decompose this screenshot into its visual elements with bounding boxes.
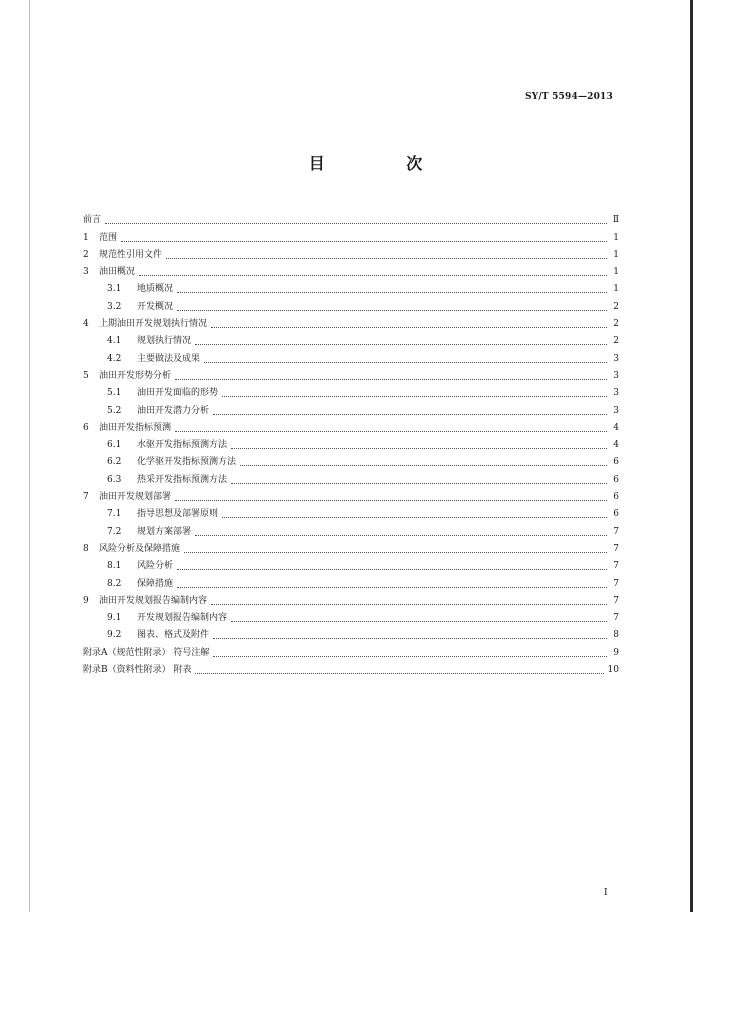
toc-entry-label: 指导思想及部署原则 bbox=[137, 509, 219, 520]
toc-entry[interactable] bbox=[83, 312, 619, 329]
toc-entry-label: 保障措施 bbox=[137, 578, 174, 589]
toc-entry-number: 8 bbox=[83, 543, 89, 554]
toc-entry-label: 图表、格式及附件 bbox=[137, 630, 210, 641]
toc-entry-number: 6.2 bbox=[107, 457, 122, 468]
toc-entry[interactable] bbox=[83, 658, 619, 675]
toc-entry-number: 8.2 bbox=[107, 578, 122, 589]
toc-entry-label: 范围 bbox=[99, 232, 118, 243]
toc-leader-dots bbox=[222, 511, 607, 518]
toc-entry[interactable] bbox=[83, 208, 619, 225]
toc-leader-dots bbox=[166, 252, 607, 259]
toc-leader-dots bbox=[177, 563, 607, 570]
toc-entry[interactable] bbox=[83, 502, 619, 519]
toc-entry-label: 开发概况 bbox=[137, 301, 174, 312]
toc-entry-page: 10 bbox=[607, 665, 619, 676]
toc-entry-label: 风险分析 bbox=[137, 561, 174, 572]
toc-entry-page: 7 bbox=[613, 595, 619, 606]
toc-entry[interactable] bbox=[83, 346, 619, 363]
toc-entry-page: 2 bbox=[613, 301, 619, 312]
toc-entry-page: 2 bbox=[613, 319, 619, 330]
toc-entry-page: 6 bbox=[613, 457, 619, 468]
toc-entry-page: 3 bbox=[613, 388, 619, 399]
toc-entry-label: 附录B（资料性附录） 附表 bbox=[83, 665, 192, 676]
toc-leader-dots bbox=[175, 425, 607, 432]
toc-leader-dots bbox=[177, 581, 607, 588]
toc-entry-label: 前言 bbox=[83, 215, 102, 226]
toc-entry[interactable] bbox=[83, 329, 619, 346]
toc-entry-number: 3 bbox=[83, 267, 89, 278]
toc-entry[interactable] bbox=[83, 623, 619, 640]
toc-entry-page: 2 bbox=[613, 336, 619, 347]
toc-entry-number: 3.1 bbox=[107, 284, 122, 295]
toc-entry-number: 5.2 bbox=[107, 405, 122, 416]
toc-entry-number: 6.1 bbox=[107, 440, 122, 451]
toc-entry[interactable] bbox=[83, 398, 619, 415]
toc-entry-number: 1 bbox=[83, 232, 89, 243]
toc-entry-page: 6 bbox=[613, 492, 619, 503]
toc-entry-label: 油田开发指标预测 bbox=[99, 422, 172, 433]
toc-entry-page: 7 bbox=[613, 613, 619, 624]
toc-entry-label: 附录A（规范性附录） 符号注解 bbox=[83, 647, 210, 658]
toc-entry-page: 1 bbox=[613, 249, 619, 260]
toc-entry-label: 热采开发指标预测方法 bbox=[137, 474, 228, 485]
toc-entry-label: 规划方案部署 bbox=[137, 526, 192, 537]
scan-edge-left bbox=[29, 0, 30, 912]
toc-entry-label: 油田开发面临的形势 bbox=[137, 388, 219, 399]
toc-entry-number: 7.2 bbox=[107, 526, 122, 537]
toc-leader-dots bbox=[213, 408, 607, 415]
toc-leader-dots bbox=[222, 390, 607, 397]
toc-entry-number: 5 bbox=[83, 370, 89, 381]
toc-entry-page: Ⅱ bbox=[612, 215, 619, 226]
toc-entry-number: 6.3 bbox=[107, 474, 122, 485]
toc-entry-page: 1 bbox=[613, 284, 619, 295]
toc-leader-dots bbox=[195, 338, 607, 345]
toc-leader-dots bbox=[211, 321, 607, 328]
toc-entry[interactable] bbox=[83, 485, 619, 502]
toc-entry-label: 水驱开发指标预测方法 bbox=[137, 440, 228, 451]
toc-leader-dots bbox=[177, 286, 607, 293]
table-of-contents bbox=[83, 208, 619, 675]
toc-entry[interactable] bbox=[83, 416, 619, 433]
toc-leader-dots bbox=[175, 494, 607, 501]
toc-entry[interactable] bbox=[83, 364, 619, 381]
toc-entry-page: 7 bbox=[613, 561, 619, 572]
toc-entry-number: 9.1 bbox=[107, 613, 122, 624]
toc-entry-page: 3 bbox=[613, 405, 619, 416]
toc-entry-number: 9.2 bbox=[107, 630, 122, 641]
toc-entry[interactable] bbox=[83, 640, 619, 657]
toc-entry-number: 4.2 bbox=[107, 353, 122, 364]
toc-leader-dots bbox=[240, 459, 607, 466]
toc-entry-number: 9 bbox=[83, 595, 89, 606]
toc-entry-number: 4 bbox=[83, 319, 89, 330]
toc-entry-label: 规范性引用文件 bbox=[99, 249, 163, 260]
toc-leader-dots bbox=[105, 217, 607, 224]
toc-entry-page: 6 bbox=[613, 509, 619, 520]
toc-entry-number: 7.1 bbox=[107, 509, 122, 520]
scan-edge-right bbox=[690, 0, 693, 912]
toc-entry-label: 油田概况 bbox=[99, 267, 136, 278]
toc-entry-label: 油田开发规划报告编制内容 bbox=[99, 595, 208, 606]
toc-leader-dots bbox=[231, 442, 607, 449]
toc-leader-dots bbox=[121, 235, 607, 242]
toc-entry[interactable] bbox=[83, 260, 619, 277]
toc-entry-label: 油田开发规划部署 bbox=[99, 492, 172, 503]
toc-entry-number: 7 bbox=[83, 492, 89, 503]
toc-entry[interactable] bbox=[83, 450, 619, 467]
toc-entry[interactable] bbox=[83, 537, 619, 554]
toc-leader-dots bbox=[213, 650, 607, 657]
toc-leader-dots bbox=[231, 477, 607, 484]
toc-entry-page: 4 bbox=[613, 422, 619, 433]
toc-leader-dots bbox=[231, 615, 607, 622]
toc-entry[interactable] bbox=[83, 589, 619, 606]
toc-entry-label: 开发规划报告编制内容 bbox=[137, 613, 228, 624]
toc-entry-number: 6 bbox=[83, 422, 89, 433]
toc-entry[interactable] bbox=[83, 467, 619, 484]
toc-entry-number: 3.2 bbox=[107, 301, 122, 312]
toc-entry[interactable] bbox=[83, 277, 619, 294]
toc-entry[interactable] bbox=[83, 554, 619, 571]
toc-entry[interactable] bbox=[83, 225, 619, 242]
toc-entry-number: 5.1 bbox=[107, 388, 122, 399]
toc-entry[interactable] bbox=[83, 433, 619, 450]
toc-leader-dots bbox=[211, 598, 607, 605]
toc-leader-dots bbox=[213, 632, 607, 639]
page-title: 目 次 bbox=[308, 154, 461, 173]
toc-leader-dots bbox=[204, 356, 607, 363]
toc-entry-page: 6 bbox=[613, 474, 619, 485]
toc-leader-dots bbox=[139, 269, 607, 276]
toc-entry-label: 油田开发潜力分析 bbox=[137, 405, 210, 416]
toc-leader-dots bbox=[184, 546, 607, 553]
toc-leader-dots bbox=[177, 304, 607, 311]
toc-entry[interactable] bbox=[83, 243, 619, 260]
toc-entry[interactable] bbox=[83, 294, 619, 311]
toc-entry[interactable] bbox=[83, 571, 619, 588]
toc-entry-label: 主要做法及成果 bbox=[137, 353, 201, 364]
toc-entry-page: 7 bbox=[613, 526, 619, 537]
toc-entry-label: 化学驱开发指标预测方法 bbox=[137, 457, 237, 468]
toc-entry-page: 7 bbox=[613, 578, 619, 589]
toc-entry-page: 1 bbox=[613, 232, 619, 243]
toc-leader-dots bbox=[195, 667, 603, 674]
toc-entry-page: 1 bbox=[613, 267, 619, 278]
document-standard-number: SY/T 5594—2013 bbox=[525, 92, 613, 102]
toc-entry-number: 8.1 bbox=[107, 561, 122, 572]
toc-entry-label: 地质概况 bbox=[137, 284, 174, 295]
toc-entry-page: 8 bbox=[613, 630, 619, 641]
toc-leader-dots bbox=[195, 529, 607, 536]
page-number: I bbox=[604, 888, 608, 898]
toc-entry-label: 风险分析及保障措施 bbox=[99, 543, 181, 554]
toc-entry-page: 3 bbox=[613, 353, 619, 364]
toc-entry-number: 4.1 bbox=[107, 336, 122, 347]
toc-entry-page: 9 bbox=[613, 647, 619, 658]
toc-entry-number: 2 bbox=[83, 249, 89, 260]
toc-entry-label: 规划执行情况 bbox=[137, 336, 192, 347]
toc-entry-label: 上期油田开发规划执行情况 bbox=[99, 319, 208, 330]
toc-entry-page: 3 bbox=[613, 370, 619, 381]
toc-entry[interactable] bbox=[83, 519, 619, 536]
toc-entry-page: 7 bbox=[613, 543, 619, 554]
toc-leader-dots bbox=[175, 373, 607, 380]
toc-entry-page: 4 bbox=[613, 440, 619, 451]
toc-entry-label: 油田开发形势分析 bbox=[99, 370, 172, 381]
toc-entry[interactable] bbox=[83, 381, 619, 398]
toc-entry[interactable] bbox=[83, 606, 619, 623]
